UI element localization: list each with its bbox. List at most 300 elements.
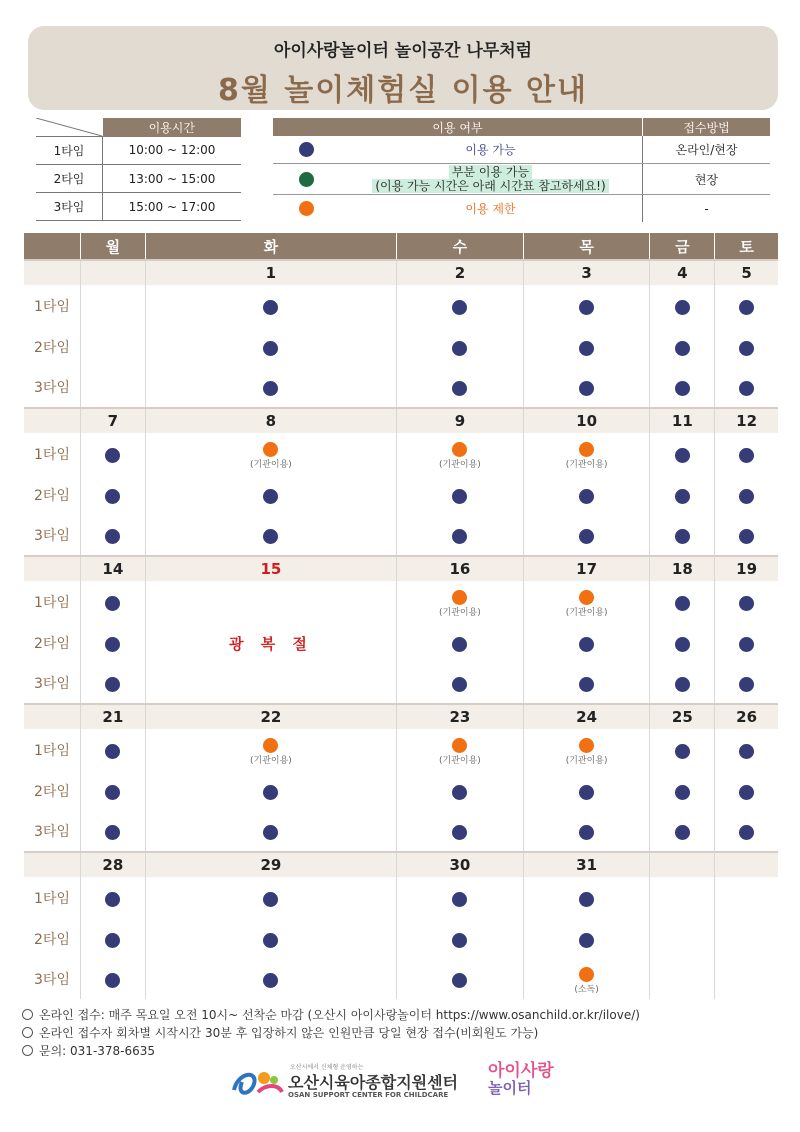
slot-cell: [650, 367, 715, 408]
slot-cell: [81, 475, 146, 515]
date-cell: 8: [145, 408, 396, 433]
slot-cell: [715, 663, 778, 704]
available-dot-icon: [675, 825, 690, 840]
time-row: [36, 165, 241, 193]
slot-cell: [650, 663, 715, 704]
slot-cell: [81, 811, 146, 852]
available-dot-icon: [739, 489, 754, 504]
legend-text: 부분 이용 가능: [449, 165, 532, 179]
date-cell: 31: [523, 852, 650, 877]
date-cell: 2: [397, 260, 524, 285]
date-cell: 1: [145, 260, 396, 285]
available-dot-icon: [675, 300, 690, 315]
time-row-value: 10:00 ~ 12:00: [103, 137, 242, 165]
available-dot-icon: [579, 892, 594, 907]
date-row: [24, 556, 778, 581]
slot-label: 2타임: [34, 636, 70, 652]
slot-cell: [650, 771, 715, 811]
available-dot-icon: [105, 596, 120, 611]
available-dot-icon: [579, 825, 594, 840]
available-dot-icon: [105, 637, 120, 652]
slot-cell: [650, 327, 715, 367]
available-dot-icon: [739, 448, 754, 463]
date-cell: [81, 260, 146, 285]
slot-cell: [715, 877, 778, 919]
available-dot-icon: [675, 785, 690, 800]
slot-cell: [650, 959, 715, 999]
green-dot-icon: [299, 172, 314, 187]
slot-cell: [523, 367, 650, 408]
available-dot-icon: [739, 637, 754, 652]
date-row-spacer: [24, 704, 81, 729]
slot-cell: [397, 623, 524, 663]
time-table-header: 이용시간: [103, 118, 242, 137]
available-dot-icon: [739, 300, 754, 315]
slot-label: 2타임: [34, 784, 70, 800]
slot-cell: [81, 729, 146, 771]
available-dot-icon: [452, 785, 467, 800]
date-row: [24, 852, 778, 877]
orange-dot-icon: [299, 201, 314, 216]
date-cell: 11: [650, 408, 715, 433]
available-dot-icon: [579, 341, 594, 356]
available-dot-icon: [739, 529, 754, 544]
available-dot-icon: [579, 933, 594, 948]
restricted-dot-icon: [579, 442, 594, 457]
date-row: [24, 704, 778, 729]
time-row: [36, 193, 241, 221]
date-cell: 25: [650, 704, 715, 729]
slot-cell: [81, 367, 146, 408]
slot-cell: [81, 285, 146, 327]
available-dot-icon: [675, 341, 690, 356]
circle-bullet-icon: [22, 1027, 33, 1038]
weekday-header: 화: [145, 233, 396, 260]
slot-cell: [715, 729, 778, 771]
available-dot-icon: [739, 381, 754, 396]
slot-cell: [397, 367, 524, 408]
date-cell: 4: [650, 260, 715, 285]
slot-cell: [650, 475, 715, 515]
restricted-dot-icon: [452, 442, 467, 457]
date-cell: 9: [397, 408, 524, 433]
available-dot-icon: [452, 489, 467, 504]
available-dot-icon: [675, 489, 690, 504]
time-table-corner: [36, 118, 103, 137]
note-text: 문의: 031-378-6635: [39, 1044, 156, 1058]
available-dot-icon: [452, 529, 467, 544]
available-dot-icon: [452, 381, 467, 396]
slot-label: 3타임: [34, 676, 70, 692]
date-cell: 10: [523, 408, 650, 433]
time-row-value: 13:00 ~ 15:00: [103, 165, 242, 193]
date-cell: 16: [397, 556, 524, 581]
slot-row: [24, 515, 778, 556]
date-cell: 19: [715, 556, 778, 581]
time-row-label: 2타임: [36, 165, 103, 193]
legend-header-usage: 이용 여부: [273, 118, 643, 136]
slot-cell: [650, 285, 715, 327]
slot-cell: [523, 285, 650, 327]
slot-cell: [523, 515, 650, 556]
slot-row: [24, 327, 778, 367]
date-cell: 23: [397, 704, 524, 729]
slot-cell: [715, 919, 778, 959]
legend-subtext: (이용 가능 시간은 아래 시간표 참고하세요!): [372, 179, 608, 193]
available-dot-icon: [105, 973, 120, 988]
slot-row: [24, 663, 778, 704]
slot-cell: [650, 729, 715, 771]
available-dot-icon: [739, 785, 754, 800]
date-cell: 15: [145, 556, 396, 581]
available-dot-icon: [452, 341, 467, 356]
slot-cell: [715, 433, 778, 475]
restricted-dot-icon: [579, 738, 594, 753]
date-cell: 7: [81, 408, 146, 433]
restricted-dot-icon: [579, 967, 594, 982]
slot-cell: [715, 623, 778, 663]
slot-cell: [715, 811, 778, 852]
date-cell: 26: [715, 704, 778, 729]
org-use-note: (기관이용): [565, 607, 608, 618]
slot-cell: [145, 475, 396, 515]
date-row-spacer: [24, 852, 81, 877]
slot-cell: [397, 771, 524, 811]
slot-cell: [397, 877, 524, 919]
slot-cell: [397, 581, 524, 623]
available-dot-icon: [675, 596, 690, 611]
slot-cell: [145, 771, 396, 811]
available-dot-icon: [675, 529, 690, 544]
slot-cell: [650, 581, 715, 623]
slot-cell: [523, 327, 650, 367]
available-dot-icon: [675, 744, 690, 759]
slot-cell: [715, 285, 778, 327]
slot-label: 1타임: [34, 595, 70, 611]
slot-row: [24, 623, 778, 663]
slot-row: [24, 771, 778, 811]
slot-cell: [145, 367, 396, 408]
slot-cell: [145, 623, 396, 663]
slot-cell: [145, 515, 396, 556]
disinfection-note: (소독): [574, 984, 599, 995]
available-dot-icon: [739, 596, 754, 611]
slot-cell: [81, 771, 146, 811]
slot-cell: [523, 581, 650, 623]
slot-cell: [523, 877, 650, 919]
org-tagline: 오산시에서 신체형 운영하는: [290, 1064, 364, 1071]
available-dot-icon: [452, 933, 467, 948]
slot-cell: [81, 515, 146, 556]
slot-row: [24, 475, 778, 515]
org-use-note: (기관이용): [565, 459, 608, 470]
slot-label: 3타임: [34, 972, 70, 988]
slot-cell: [650, 919, 715, 959]
org-use-note: (기관이용): [565, 755, 608, 766]
slot-cell: [81, 581, 146, 623]
slot-row: [24, 959, 778, 999]
slot-cell: [650, 623, 715, 663]
date-cell: 21: [81, 704, 146, 729]
logo2-line1: 아이사랑: [488, 1061, 554, 1081]
available-dot-icon: [105, 825, 120, 840]
org-use-note: (기관이용): [439, 755, 481, 766]
restricted-dot-icon: [263, 442, 278, 457]
available-dot-icon: [675, 677, 690, 692]
available-dot-icon: [739, 825, 754, 840]
note-text: 온라인 접수자 회차별 시작시간 30분 후 입장하지 않은 인원만큼 당일 현장 접수(비회원도 가능): [39, 1026, 539, 1040]
legend-header-method: 접수방법: [643, 118, 771, 136]
slot-label: 2타임: [34, 488, 70, 504]
available-dot-icon: [105, 744, 120, 759]
slot-cell: [397, 515, 524, 556]
note-text: 온라인 접수: 매주 목요일 오전 10시~ 선착순 마감 (오산시 아이사랑놀이터 https://www.osanchild.or.kr/ilove/): [39, 1008, 640, 1022]
circle-bullet-icon: [22, 1045, 33, 1056]
slot-cell: [397, 433, 524, 475]
slot-label: 1타임: [34, 891, 70, 907]
available-dot-icon: [105, 892, 120, 907]
date-row-spacer: [24, 260, 81, 285]
available-dot-icon: [452, 892, 467, 907]
restricted-dot-icon: [452, 738, 467, 753]
slot-cell: [145, 285, 396, 327]
slot-cell: [397, 919, 524, 959]
date-cell: 22: [145, 704, 396, 729]
available-dot-icon: [579, 489, 594, 504]
slot-label: 1타임: [34, 447, 70, 463]
slot-cell: [81, 663, 146, 704]
slot-cell: [81, 433, 146, 475]
time-row-label: 1타임: [36, 137, 103, 165]
slot-row: [24, 919, 778, 959]
date-row-spacer: [24, 408, 81, 433]
available-dot-icon: [452, 300, 467, 315]
available-dot-icon: [739, 677, 754, 692]
weekday-header: 월: [81, 233, 146, 260]
date-cell: 12: [715, 408, 778, 433]
circle-bullet-icon: [22, 1009, 33, 1020]
legend-row: [273, 136, 770, 164]
slot-label: 1타임: [34, 743, 70, 759]
slot-cell: [145, 663, 396, 704]
slot-cell: [145, 327, 396, 367]
available-dot-icon: [105, 529, 120, 544]
slot-cell: [715, 581, 778, 623]
slot-cell: [523, 771, 650, 811]
date-cell: 14: [81, 556, 146, 581]
date-cell: 3: [523, 260, 650, 285]
slot-cell: [650, 515, 715, 556]
slot-cell: [397, 959, 524, 999]
available-dot-icon: [739, 341, 754, 356]
org-use-note: (기관이용): [249, 755, 292, 766]
available-dot-icon: [579, 529, 594, 544]
available-dot-icon: [263, 785, 278, 800]
osan-center-logo: [228, 1062, 470, 1104]
available-dot-icon: [263, 933, 278, 948]
slot-label: 2타임: [34, 340, 70, 356]
available-dot-icon: [452, 677, 467, 692]
slot-row: [24, 811, 778, 852]
available-dot-icon: [105, 933, 120, 948]
available-dot-icon: [263, 381, 278, 396]
page-title: 8월 놀이체험실 이용 안내: [217, 73, 588, 108]
legend-method: 온라인/현장: [643, 136, 771, 164]
slot-cell: [523, 959, 650, 999]
date-cell: 18: [650, 556, 715, 581]
slot-cell: [715, 475, 778, 515]
note-item: [22, 1042, 640, 1060]
slot-cell: [523, 623, 650, 663]
slot-cell: [145, 919, 396, 959]
available-dot-icon: [105, 448, 120, 463]
slot-cell: [523, 729, 650, 771]
notes: [22, 1006, 640, 1060]
header-banner: [28, 26, 778, 110]
org-name: 오산시육아종합지원센터: [288, 1073, 459, 1092]
restricted-dot-icon: [579, 590, 594, 605]
date-row: [24, 408, 778, 433]
slot-row: [24, 367, 778, 408]
slot-cell: [523, 475, 650, 515]
slot-cell: [81, 623, 146, 663]
available-dot-icon: [105, 677, 120, 692]
diagonal-line: [36, 118, 102, 136]
slot-cell: [650, 811, 715, 852]
date-cell: 28: [81, 852, 146, 877]
time-row-label: 3타임: [36, 193, 103, 221]
slot-cell: [397, 663, 524, 704]
slot-cell: [397, 729, 524, 771]
slot-cell: [145, 433, 396, 475]
navy-dot-icon: [299, 142, 314, 157]
restricted-dot-icon: [263, 738, 278, 753]
org-use-note: (기관이용): [439, 607, 481, 618]
available-dot-icon: [452, 637, 467, 652]
note-item: [22, 1006, 640, 1024]
legend-row: [273, 164, 770, 195]
date-cell: [715, 852, 778, 877]
date-cell: 5: [715, 260, 778, 285]
available-dot-icon: [675, 448, 690, 463]
weekday-header: 토: [715, 233, 778, 260]
available-dot-icon: [263, 300, 278, 315]
slot-label: 3타임: [34, 824, 70, 840]
available-dot-icon: [452, 825, 467, 840]
available-dot-icon: [263, 489, 278, 504]
org-use-note: (기관이용): [249, 459, 292, 470]
page-subtitle: 아이사랑놀이터 놀이공간 나무처럼: [273, 41, 533, 61]
slot-cell: [715, 515, 778, 556]
legend-method: -: [643, 195, 771, 223]
legend-text: 이용 제한: [465, 202, 516, 216]
date-cell: [650, 852, 715, 877]
org-use-note: (기관이용): [439, 459, 481, 470]
slot-cell: [715, 959, 778, 999]
slot-cell: [81, 959, 146, 999]
slot-cell: [81, 919, 146, 959]
slot-label: 1타임: [34, 299, 70, 315]
available-dot-icon: [579, 637, 594, 652]
slot-row: [24, 729, 778, 771]
slot-cell: [397, 285, 524, 327]
available-dot-icon: [452, 973, 467, 988]
calendar-table: [24, 233, 778, 999]
available-dot-icon: [263, 973, 278, 988]
slot-cell: [81, 327, 146, 367]
time-table: [36, 118, 241, 221]
available-dot-icon: [675, 637, 690, 652]
available-dot-icon: [105, 785, 120, 800]
available-dot-icon: [579, 300, 594, 315]
slot-cell: [715, 771, 778, 811]
weekday-header: 목: [523, 233, 650, 260]
available-dot-icon: [263, 892, 278, 907]
slot-cell: [81, 877, 146, 919]
slot-cell: [145, 581, 396, 623]
date-cell: 24: [523, 704, 650, 729]
logo2-line2: 놀이터: [488, 1079, 532, 1097]
date-cell: 30: [397, 852, 524, 877]
date-cell: 17: [523, 556, 650, 581]
slot-row: [24, 581, 778, 623]
slot-cell: [523, 433, 650, 475]
ilove-playground-logo: [488, 1062, 588, 1104]
slot-row: [24, 285, 778, 327]
slot-cell: [145, 877, 396, 919]
restricted-dot-icon: [452, 590, 467, 605]
time-row-value: 15:00 ~ 17:00: [103, 193, 242, 221]
slot-row: [24, 877, 778, 919]
slot-cell: [715, 327, 778, 367]
weekday-header: 수: [397, 233, 524, 260]
legend-row: [273, 195, 770, 223]
slot-cell: [650, 433, 715, 475]
available-dot-icon: [105, 489, 120, 504]
calendar-corner: [24, 233, 81, 260]
osan-logo-icon: [228, 1066, 284, 1100]
available-dot-icon: [579, 381, 594, 396]
date-cell: 29: [145, 852, 396, 877]
legend-method: 현장: [643, 164, 771, 195]
available-dot-icon: [263, 529, 278, 544]
available-dot-icon: [579, 785, 594, 800]
slot-cell: [397, 811, 524, 852]
slot-cell: [523, 663, 650, 704]
slot-label: 3타임: [34, 380, 70, 396]
date-row: [24, 260, 778, 285]
available-dot-icon: [675, 381, 690, 396]
legend-text: 이용 가능: [339, 136, 643, 164]
time-row: [36, 137, 241, 165]
slot-cell: [145, 811, 396, 852]
available-dot-icon: [263, 341, 278, 356]
slot-cell: [397, 327, 524, 367]
slot-cell: [523, 811, 650, 852]
available-dot-icon: [579, 677, 594, 692]
org-english: OSAN SUPPORT CENTER FOR CHILDCARE: [288, 1091, 449, 1099]
available-dot-icon: [739, 744, 754, 759]
legend-table: [273, 118, 770, 222]
date-row-spacer: [24, 556, 81, 581]
slot-cell: [650, 877, 715, 919]
slot-label: 2타임: [34, 932, 70, 948]
available-dot-icon: [263, 825, 278, 840]
slot-cell: [145, 959, 396, 999]
slot-cell: [397, 475, 524, 515]
slot-label: 3타임: [34, 528, 70, 544]
holiday-label: 광 복 절: [228, 634, 313, 653]
